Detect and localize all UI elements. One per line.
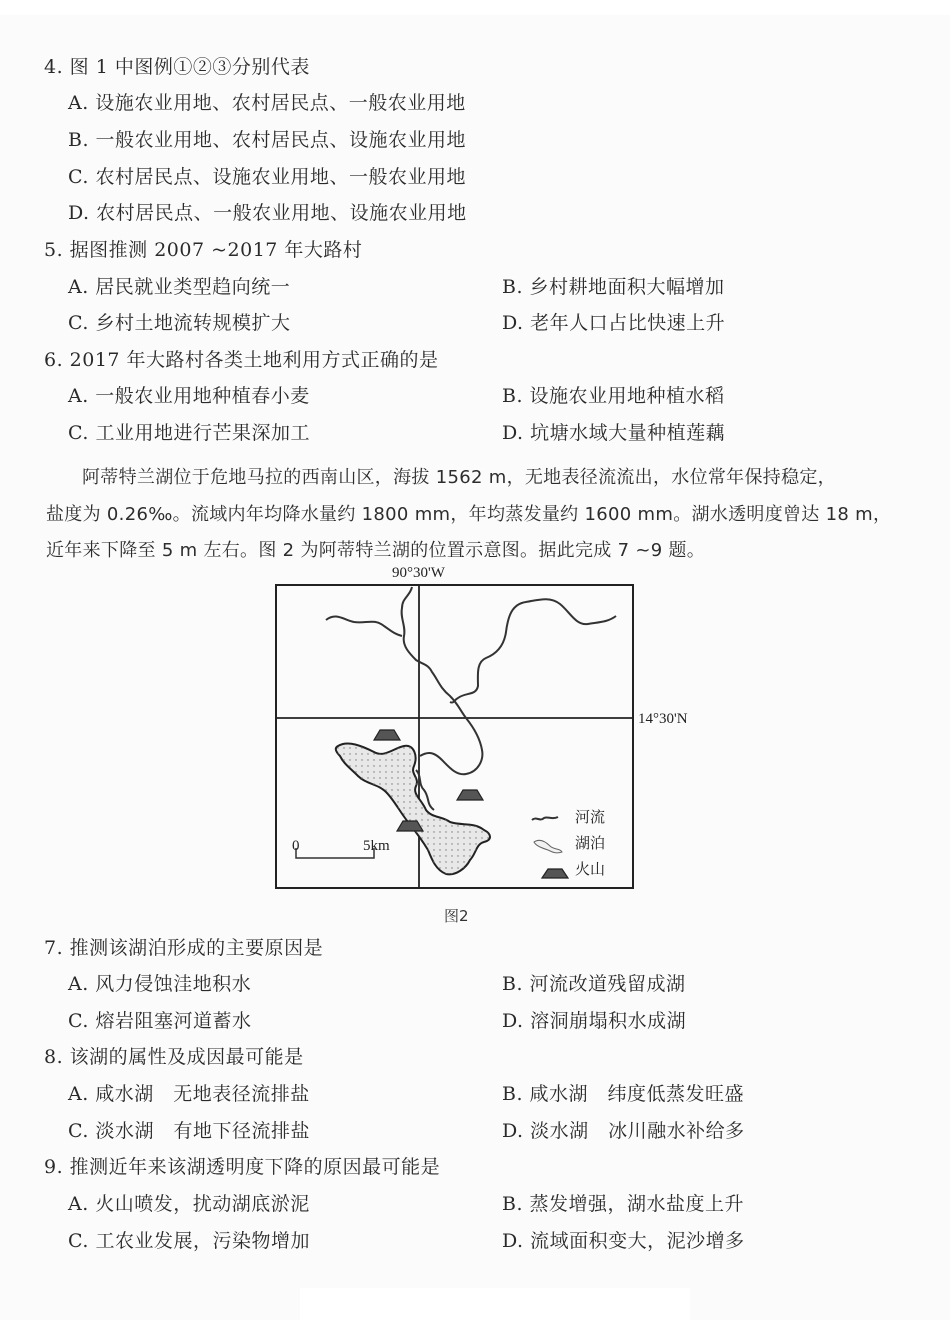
passage-line-2: 盐度为 0.26‰。流域内年均降水量约 1800 mm，年均蒸发量约 1600 mm。湖水透明度曾达 18 m， bbox=[46, 503, 892, 525]
lake-icon bbox=[336, 744, 490, 875]
question-4-stem: 4. 图 1 中图例①②③分别代表 bbox=[44, 56, 310, 78]
figure-2-caption: 图2 bbox=[444, 907, 469, 925]
question-4-option-b: B. 一般农业用地、农村居民点、设施农业用地 bbox=[68, 129, 467, 151]
latitude-label: 14°30'N bbox=[638, 711, 688, 727]
question-5-option-a: A. 居民就业类型趋向统一 bbox=[68, 276, 291, 298]
question-6-option-a: A. 一般农业用地种植春小麦 bbox=[68, 385, 310, 407]
question-4-option-d: D. 农村居民点、一般农业用地、设施农业用地 bbox=[68, 202, 467, 224]
question-8-option-d: D. 淡水湖 冰川融水补给多 bbox=[502, 1120, 745, 1142]
question-6-option-b: B. 设施农业用地种植水稻 bbox=[502, 385, 725, 407]
legend-lake-label: 湖泊 bbox=[575, 834, 606, 852]
legend-symbols bbox=[532, 817, 568, 878]
question-9-option-b: B. 蒸发增强，湖水盐度上升 bbox=[502, 1193, 745, 1215]
question-8-option-c: C. 淡水湖 有地下径流排盐 bbox=[68, 1120, 310, 1142]
question-5-option-c: C. 乡村土地流转规模扩大 bbox=[68, 312, 291, 334]
question-6-option-c: C. 工业用地进行芒果深加工 bbox=[68, 422, 310, 444]
passage-line-1: 阿蒂特兰湖位于危地马拉的西南山区，海拔 1562 m，无地表径流流出，水位常年保持稳定， bbox=[82, 467, 836, 488]
question-7-option-d: D. 溶洞崩塌积水成湖 bbox=[502, 1010, 687, 1032]
question-9-option-c: C. 工农业发展，污染物增加 bbox=[68, 1230, 310, 1252]
legend-river-label: 河流 bbox=[575, 808, 606, 826]
question-7-option-b: B. 河流改道残留成湖 bbox=[502, 973, 686, 995]
volcano-marker-2 bbox=[457, 790, 483, 800]
passage-line-3: 近年来下降至 5 m 左右。图 2 为阿蒂特兰湖的位置示意图。据此完成 7 ~9 题。 bbox=[46, 540, 706, 561]
legend-volcano-label: 火山 bbox=[575, 860, 606, 878]
question-9-stem: 9. 推测近年来该湖透明度下降的原因最可能是 bbox=[44, 1156, 441, 1178]
question-8-option-a: A. 咸水湖 无地表径流排盐 bbox=[68, 1083, 310, 1105]
figure-2-map bbox=[270, 560, 720, 930]
question-8-option-b: B. 咸水湖 纬度低蒸发旺盛 bbox=[502, 1083, 745, 1105]
legend-volcano-icon bbox=[542, 869, 568, 878]
question-9-option-d: D. 流域面积变大，泥沙增多 bbox=[502, 1230, 745, 1252]
question-5-option-b: B. 乡村耕地面积大幅增加 bbox=[502, 276, 725, 298]
question-9-option-a: A. 火山喷发，扰动湖底淤泥 bbox=[68, 1193, 310, 1215]
question-5-option-d: D. 老年人口占比快速上升 bbox=[502, 312, 726, 334]
blank-region bbox=[300, 1288, 690, 1320]
legend-river-icon bbox=[532, 817, 558, 820]
question-7-option-c: C. 熔岩阻塞河道蓄水 bbox=[68, 1010, 252, 1032]
reading-passage bbox=[46, 460, 926, 570]
map-drawing bbox=[270, 560, 720, 930]
longitude-label: 90°30'W bbox=[392, 565, 445, 581]
scale-end-label: 5km bbox=[363, 838, 390, 854]
question-4-option-a: A. 设施农业用地、农村居民点、一般农业用地 bbox=[68, 92, 466, 114]
scale-zero-label: 0 bbox=[292, 838, 300, 854]
question-4-option-c: C. 农村居民点、设施农业用地、一般农业用地 bbox=[68, 166, 466, 188]
question-6-stem: 6. 2017 年大路村各类土地利用方式正确的是 bbox=[44, 349, 439, 371]
question-7-stem: 7. 推测该湖泊形成的主要原因是 bbox=[44, 937, 324, 959]
question-5-stem: 5. 据图推测 2007 ~2017 年大路村 bbox=[44, 239, 363, 261]
question-6-option-d: D. 坑塘水域大量种植莲藕 bbox=[502, 422, 726, 444]
question-7-option-a: A. 风力侵蚀洼地积水 bbox=[68, 973, 252, 995]
question-8-stem: 8. 该湖的属性及成因最可能是 bbox=[44, 1046, 304, 1068]
volcano-marker-1 bbox=[374, 730, 400, 740]
legend-lake-icon bbox=[534, 840, 562, 852]
